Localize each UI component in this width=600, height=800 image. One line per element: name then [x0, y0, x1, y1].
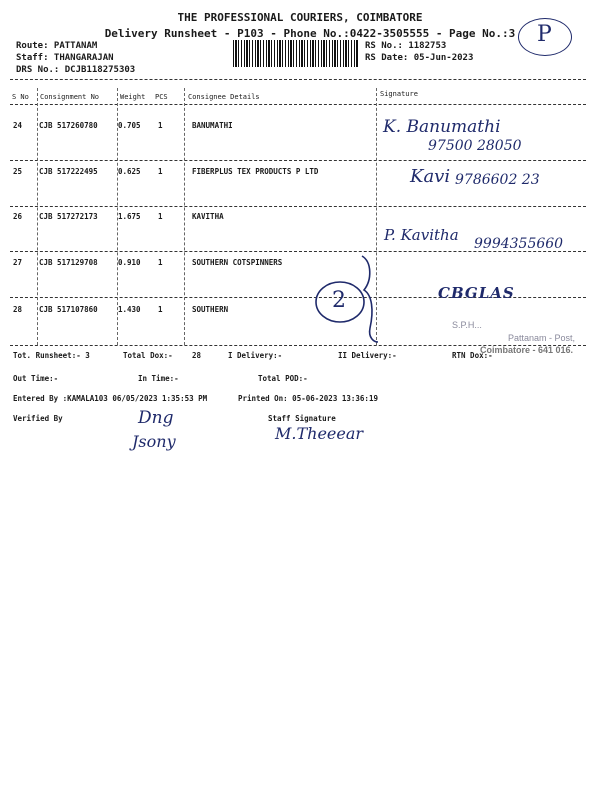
rule: [10, 206, 586, 207]
row-pcs: 1: [158, 305, 163, 314]
i-delivery: I Delivery:-: [228, 351, 283, 360]
rs-number: RS No.: 1182753: [365, 41, 447, 51]
signature-phone: 97500 28050: [428, 138, 522, 154]
ii-delivery: II Delivery:-: [338, 351, 397, 360]
col-divider: [184, 88, 185, 345]
company-title: THE PROFESSIONAL COURIERS, COIMBATORE: [177, 11, 423, 24]
row-pcs: 1: [158, 212, 163, 221]
route: Route: PATTANAM: [16, 41, 98, 51]
rule: [10, 104, 586, 105]
total-runsheet: Tot. Runsheet:- 3: [13, 351, 90, 360]
rule: [10, 160, 586, 161]
row-consignment: CJB 517222495: [39, 167, 98, 176]
signature-phone: 9786602 23: [455, 172, 540, 188]
row-pcs: 1: [158, 121, 163, 130]
row-weight: 0.625: [118, 167, 141, 176]
page-mark: P: [537, 22, 552, 47]
circled-number: 2: [332, 288, 346, 313]
total-dox-label: Total Dox:-: [123, 351, 173, 360]
rs-date: RS Date: 05-Jun-2023: [365, 53, 474, 63]
signature-name: Kavi: [410, 166, 451, 187]
row-consignment: CJB 517107860: [39, 305, 98, 314]
row-weight: 0.910: [118, 258, 141, 267]
col-header-consignee: Consignee Details: [188, 93, 260, 101]
col-header-sno: S No: [12, 93, 29, 101]
stamp-line: Coimbatore - 641 016.: [480, 345, 574, 355]
signature-name: K. Banumathi: [383, 117, 501, 137]
row-weight: 1.675: [118, 212, 141, 221]
row-consignment: CJB 517260780: [39, 121, 98, 130]
signature-phone: 9994355660: [474, 236, 564, 252]
row-consignee: SOUTHERN COTSPINNERS: [192, 258, 283, 267]
signature-name: P. Kavitha: [384, 226, 459, 244]
row-consignment: CJB 517272173: [39, 212, 98, 221]
col-divider: [37, 88, 38, 345]
row-pcs: 1: [158, 258, 163, 267]
total-pod: Total POD:-: [258, 374, 308, 383]
staff-signature-label: Staff Signature: [268, 414, 336, 423]
stamp-line: S.P.H...: [452, 320, 482, 330]
row-consignee: BANUMATHI: [192, 121, 233, 130]
row-consignee: SOUTHERN: [192, 305, 229, 314]
col-header-signature: Signature: [380, 90, 418, 98]
col-header-pcs: PCS: [155, 93, 168, 101]
in-time: In Time:-: [138, 374, 179, 383]
barcode: [233, 40, 358, 67]
verified-by: Verified By: [13, 414, 63, 423]
row-consignee: FIBERPLUS TEX PRODUCTS P LTD: [192, 167, 319, 176]
row-consignment: CJB 517129708: [39, 258, 98, 267]
verified-signature: Jsony: [132, 432, 176, 451]
row-consignee: KAVITHA: [192, 212, 224, 221]
row-sno: 25: [13, 167, 23, 176]
row-sno: 24: [13, 121, 23, 130]
verified-signature: Dng: [138, 408, 174, 428]
stamp-line: Pattanam - Post,: [508, 333, 576, 343]
printed-on: Printed On: 05-06-2023 13:36:19: [238, 394, 378, 403]
runsheet-title: Delivery Runsheet - P103 - Phone No.:0422-3505555 - Page No.:3: [104, 27, 516, 40]
entered-by: Entered By :KAMALA103 06/05/2023 1:35:53 PM: [13, 394, 208, 403]
staff: Staff: THANGARAJAN: [16, 53, 114, 63]
row-weight: 1.430: [118, 305, 141, 314]
rtn-dox: RTN Dox:-: [452, 351, 493, 360]
row-weight: 0.705: [118, 121, 141, 130]
row-sno: 28: [13, 305, 23, 314]
staff-signature: M.Theeear: [275, 424, 364, 443]
drs-number: DRS No.: DCJB118275303: [16, 65, 136, 75]
row-sno: 26: [13, 212, 23, 221]
col-header-weight: Weight: [120, 93, 146, 101]
rule: [10, 79, 586, 80]
row-sno: 27: [13, 258, 23, 267]
out-time: Out Time:-: [13, 374, 59, 383]
total-dox-value: 28: [192, 351, 202, 360]
signature-name: CBGLAS: [438, 284, 515, 302]
row-pcs: 1: [158, 167, 163, 176]
col-header-consignment: Consignment No: [40, 93, 100, 101]
